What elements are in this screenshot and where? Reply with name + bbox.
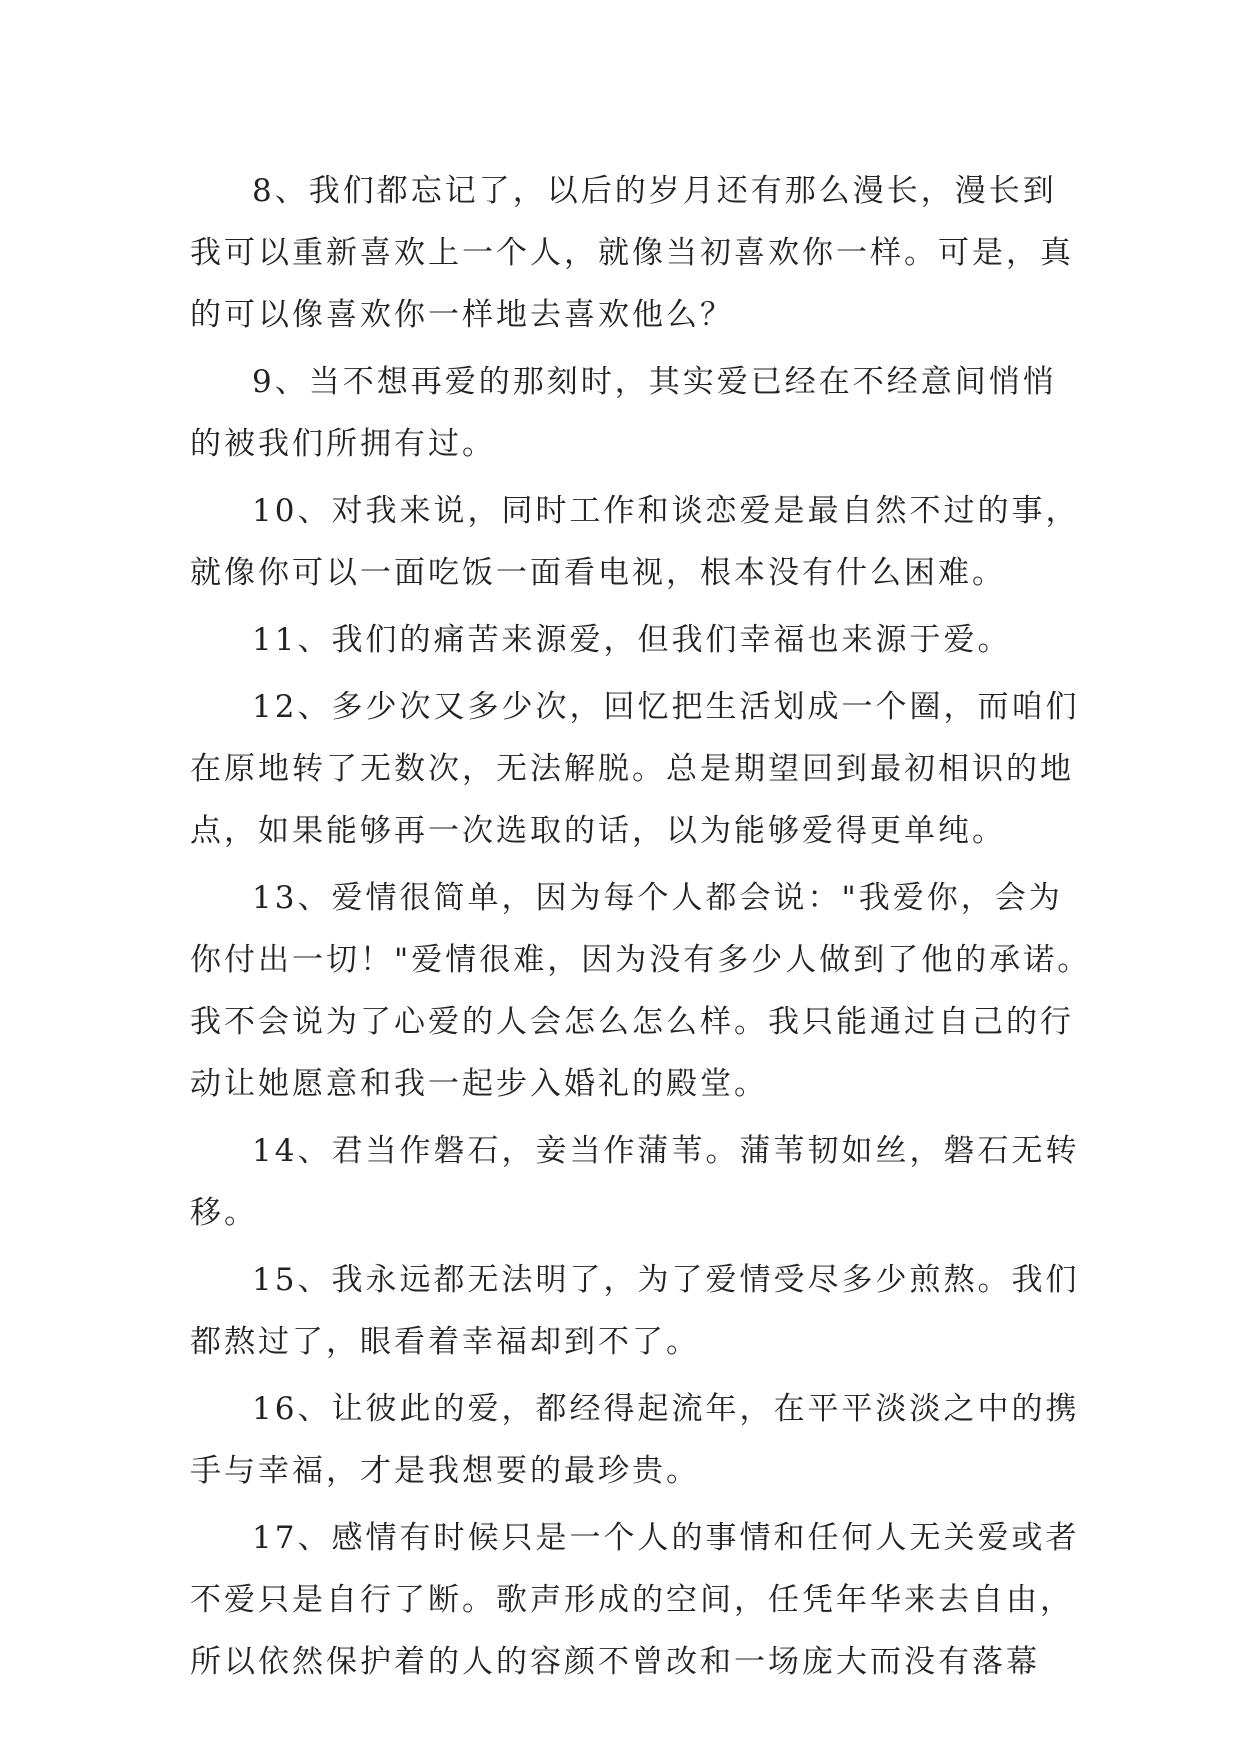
text-line: 8、我们都忘记了，以后的岁月还有那么漫长，漫长到 xyxy=(252,173,1057,209)
text-line: 在原地转了无数次，无法解脱。总是期望回到最初相识的地 xyxy=(190,751,1074,787)
text-line: 11、我们的痛苦来源爱，但我们幸福也来源于爱。 xyxy=(252,622,1012,658)
text-line: 我不会说为了心爱的人会怎么怎么样。我只能通过自己的行 xyxy=(190,1004,1074,1040)
paragraph-12 xyxy=(190,676,1080,862)
text-line: 的被我们所拥有过。 xyxy=(190,426,496,462)
text-line: 就像你可以一面吃饭一面看电视，根本没有什么困难。 xyxy=(190,555,1006,591)
paragraph-9 xyxy=(190,351,1057,475)
text-line: 15、我永远都无法明了，为了爱情受尽多少煎熬。我们 xyxy=(252,1262,1080,1298)
paragraph-10 xyxy=(190,480,1080,604)
paragraph-8 xyxy=(190,160,1074,346)
paragraph-17 xyxy=(190,1507,1080,1693)
text-line: 9、当不想再爱的那刻时，其实爱已经在不经意间悄悄 xyxy=(252,364,1057,400)
text-line: 点，如果能够再一次选取的话，以为能够爱得更单纯。 xyxy=(190,813,1006,849)
paragraph-11 xyxy=(190,609,1050,671)
text-line: 13、爱情很简单，因为每个人都会说："我爱你，会为 xyxy=(252,880,1063,916)
text-line: 10、对我来说，同时工作和谈恋爱是最自然不过的事， xyxy=(252,493,1080,529)
text-line: 所以依然保护着的人的容颜不曾改和一场庞大而没有落幕 xyxy=(190,1644,1040,1680)
text-line: 不爱只是自行了断。歌声形成的空间，任凭年华来去自由， xyxy=(190,1582,1074,1618)
paragraph-15 xyxy=(190,1249,1080,1373)
paragraph-14 xyxy=(190,1120,1080,1244)
text-line: 我可以重新喜欢上一个人，就像当初喜欢你一样。可是，真 xyxy=(190,235,1074,271)
text-line: 16、让彼此的爱，都经得起流年，在平平淡淡之中的携 xyxy=(252,1391,1080,1427)
paragraph-13 xyxy=(190,867,1092,1115)
text-line: 移。 xyxy=(190,1195,258,1231)
text-line: 手与幸福，才是我想要的最珍贵。 xyxy=(190,1453,700,1489)
text-line: 动让她愿意和我一起步入婚礼的殿堂。 xyxy=(190,1066,768,1102)
document-body xyxy=(190,160,1092,1698)
text-line: 14、君当作磐石，妾当作蒲苇。蒲苇韧如丝，磐石无转 xyxy=(252,1133,1080,1169)
text-line: 都熬过了，眼看着幸福却到不了。 xyxy=(190,1324,700,1360)
text-line: 你付出一切！"爱情很难，因为没有多少人做到了他的承诺。 xyxy=(190,942,1092,978)
text-line: 17、感情有时候只是一个人的事情和任何人无关爱或者 xyxy=(252,1520,1080,1556)
text-line: 的可以像喜欢你一样地去喜欢他么？ xyxy=(190,297,734,333)
text-line: 12、多少次又多少次，回忆把生活划成一个圈，而咱们 xyxy=(252,689,1080,725)
paragraph-16 xyxy=(190,1378,1080,1502)
